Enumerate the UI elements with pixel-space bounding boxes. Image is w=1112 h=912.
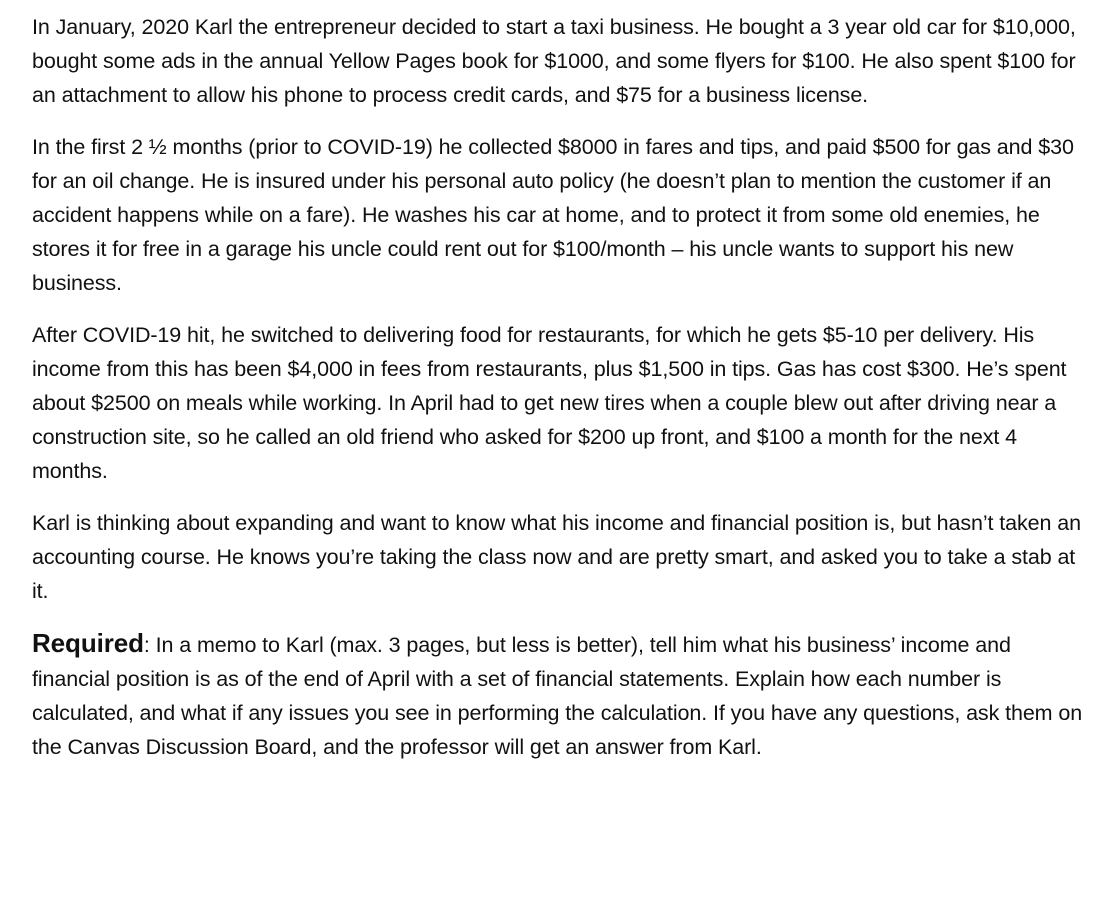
required-text: In a memo to Karl (max. 3 pages, but less is better), tell him what his business’ income and financial position is as of the end of April with a set of financial statements. Explain how each number is calculated, and what if any issues you see in performing the calculation. If you have any questions, ask them on the Canvas Discussion Board, and the professor will get an answer from Karl. — [32, 633, 1083, 759]
paragraph-expansion-request: Karl is thinking about expanding and want to know what his income and financial position is, but hasn’t taken an accounting course. He knows you’re taking the class now and are pretty smart, and asked you to take a stab at it. — [32, 511, 1081, 603]
paragraph-taxi-startup: In January, 2020 Karl the entrepreneur decided to start a taxi business. He bought a 3 year old car for $10,000, bought some ads in the annual Yellow Pages book for $1000, and some flyers for $100. He also spent $100 for an attachment to allow his phone to process credit cards, and $75 for a business license. — [32, 15, 1076, 107]
paragraph-food-delivery: After COVID-19 hit, he switched to delivering food for restaurants, for which he gets $5-10 per delivery. His income from this has been $4,000 in fees from restaurants, plus $1,500 in tips. Gas has cost $300. He’s spent about $2500 on meals while working. In April had to get new tires when a couple blew out after driving near a construction site, so he called an old friend who asked for $200 up front, and $100 a month for the next 4 months. — [32, 323, 1067, 483]
required-separator: : — [143, 633, 150, 657]
paragraph-required — [32, 626, 1092, 764]
assignment-document — [32, 10, 1092, 782]
paragraph-pre-covid-operations: In the first 2 ½ months (prior to COVID-19) he collected $8000 in fares and tips, and paid $500 for gas and $30 for an oil change. He is insured under his personal auto policy (he doesn’t plan to mention the customer if an accident happens while on a fare). He washes his car at home, and to protect it from some old enemies, he stores it for free in a garage his uncle could rent out for $100/month – his uncle wants to support his new business. — [32, 135, 1074, 295]
required-label: Required — [32, 628, 144, 658]
